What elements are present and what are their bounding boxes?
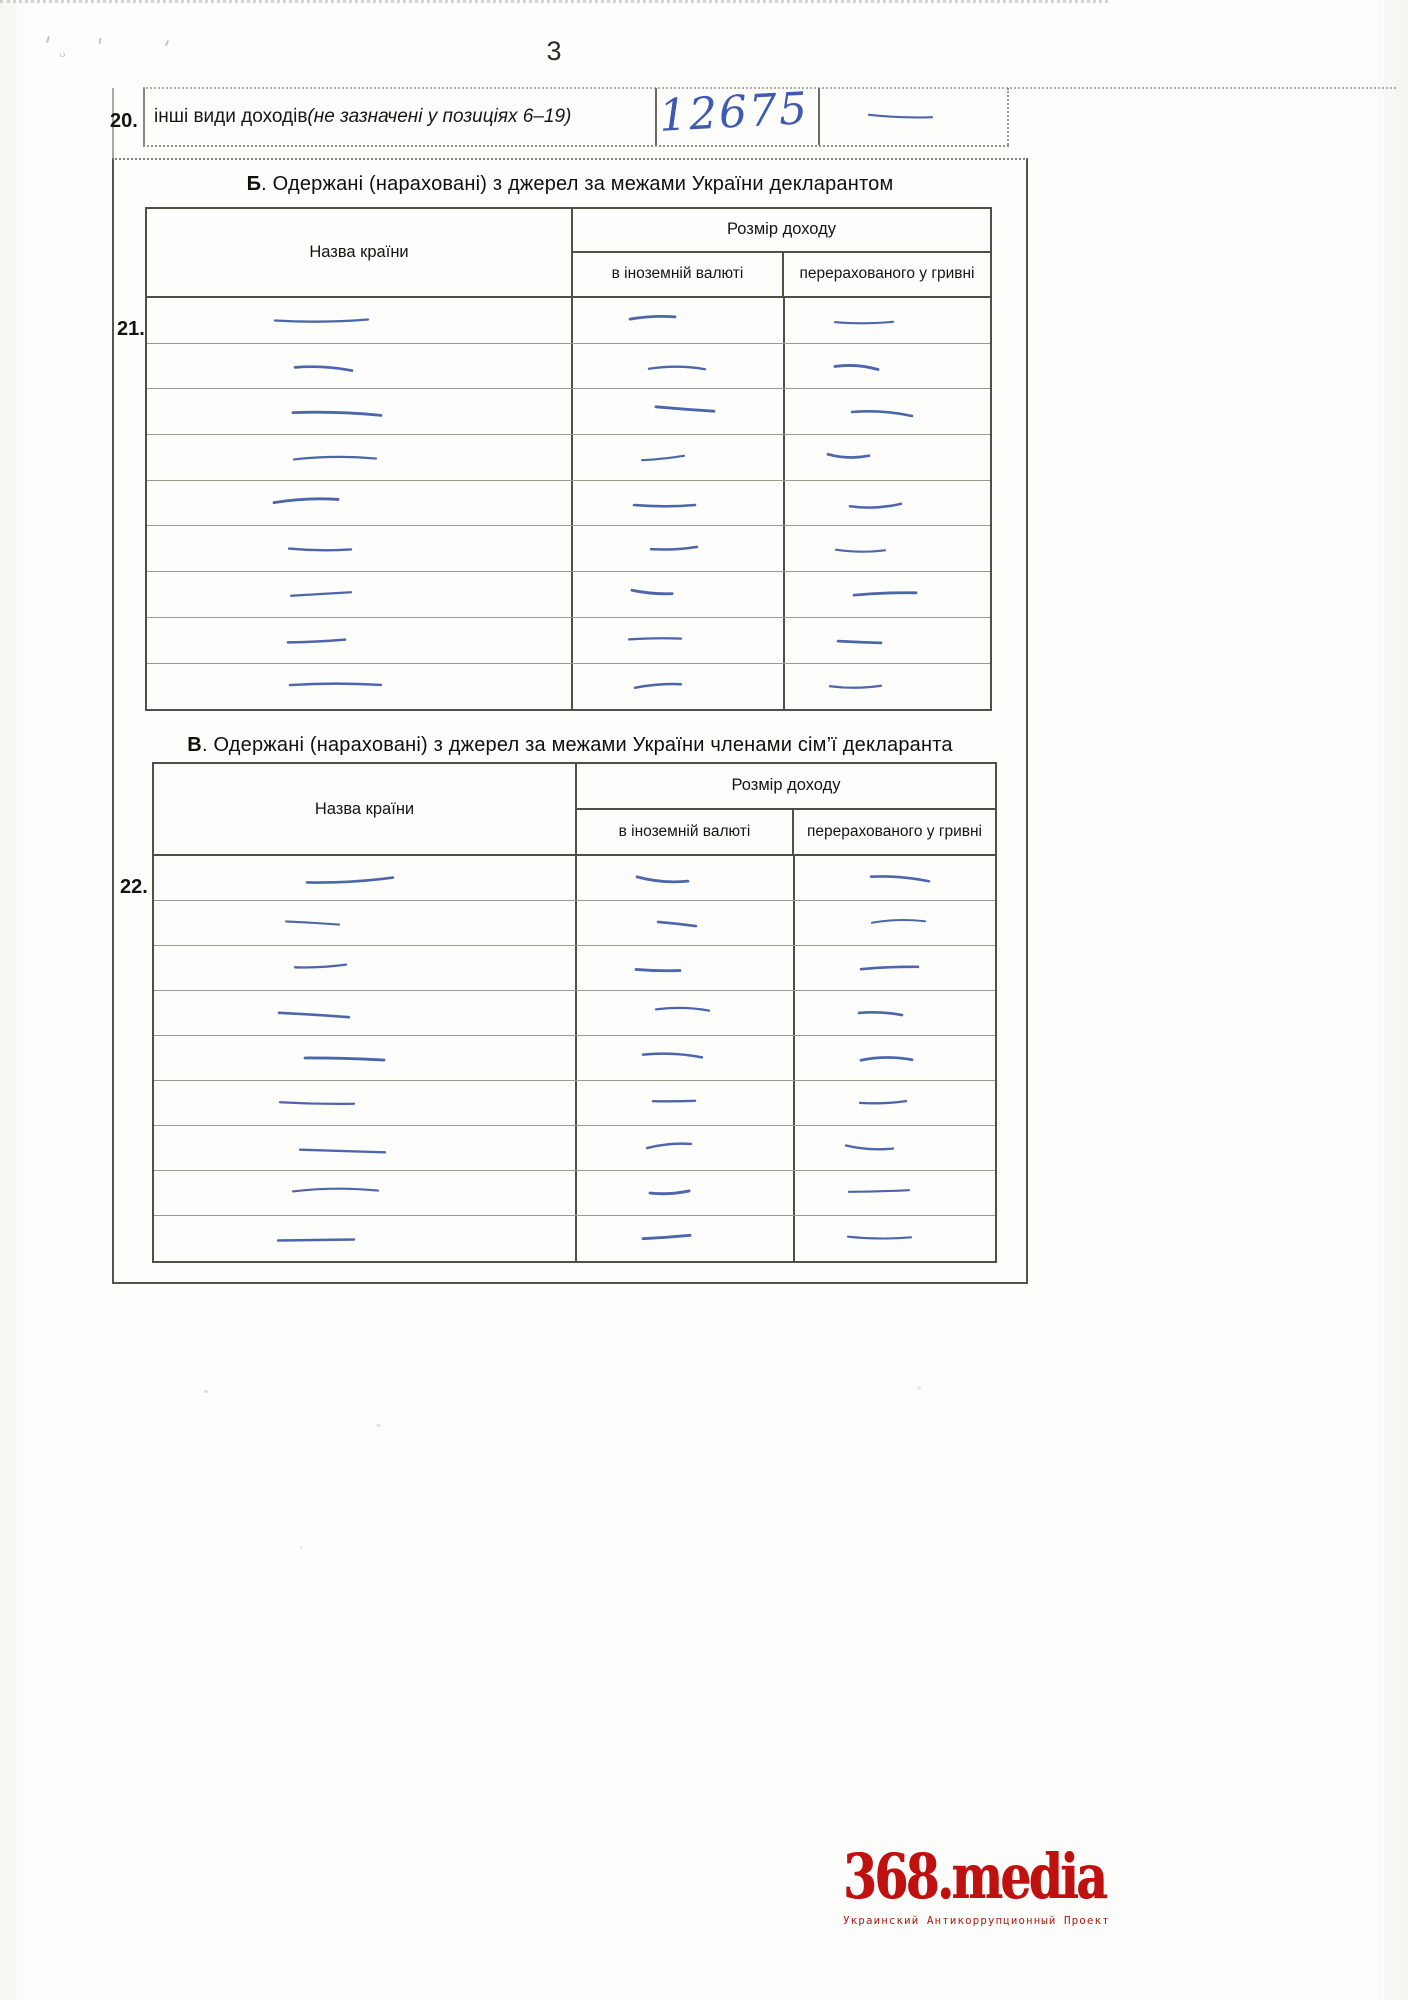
handwritten-dash-stroke [283, 915, 342, 931]
table-row [154, 1216, 995, 1261]
cell-foreign-currency [571, 526, 783, 571]
table-row [154, 946, 995, 991]
cell-country [147, 344, 571, 389]
cell-foreign-currency [571, 481, 783, 526]
cell-converted-hryvnia [793, 1081, 995, 1125]
handwritten-dash [154, 872, 396, 888]
handwritten-dash-stroke [640, 1046, 706, 1064]
cell-country [154, 1216, 575, 1261]
handwritten-dash-stroke [833, 542, 888, 558]
handwritten-dash [785, 447, 872, 463]
cell-country [147, 618, 571, 663]
handwritten-dash [147, 406, 384, 422]
handwritten-dash-stroke [653, 400, 717, 418]
cell-country [154, 1171, 575, 1215]
handwritten-dash [577, 1229, 693, 1245]
cell-country [147, 481, 571, 526]
handwritten-dash-stroke [626, 631, 684, 647]
table-header [147, 209, 990, 298]
handwritten-dash-stroke [825, 447, 872, 463]
section-v-title-text: . Одержані (нараховані) з джерел за межами України членами сім’ї декларанта [201, 734, 953, 756]
handwritten-dash [785, 314, 896, 330]
cell-country [147, 664, 571, 710]
scan-artifact [165, 40, 169, 46]
handwritten-dash [154, 1143, 388, 1159]
table-row [154, 856, 995, 901]
table-row [147, 618, 990, 664]
cell-converted-hryvnia [793, 1171, 995, 1215]
handwritten-dash [795, 1052, 915, 1068]
handwritten-dash [577, 1184, 692, 1200]
cell-foreign-currency [571, 572, 783, 617]
handwritten-dash-stroke [644, 1137, 694, 1154]
cell-converted-hryvnia [783, 618, 990, 663]
handwritten-dash [573, 497, 698, 513]
handwritten-dash [577, 1002, 712, 1018]
cell-converted-hryvnia [793, 991, 995, 1035]
cell-foreign-currency [571, 664, 783, 710]
row-20-income-cell [655, 83, 820, 145]
section-v-title [114, 734, 1026, 757]
handwritten-dash-stroke [292, 360, 355, 378]
handwritten-dash-stroke [868, 869, 933, 887]
handwritten-dash [154, 958, 349, 974]
header-income-subrow [573, 253, 990, 297]
handwritten-dash [573, 584, 675, 600]
handwritten-dash-stroke [653, 1001, 712, 1018]
cell-foreign-currency [571, 389, 783, 434]
handwritten-dash-stroke [634, 870, 691, 887]
handwritten-dash-stroke [304, 870, 396, 889]
cell-foreign-currency [575, 856, 793, 900]
watermark-tagline: Украинский Антикоррупционный Проект [843, 1914, 1110, 1927]
foreign-income-sections-box [112, 158, 1028, 1284]
cell-country [154, 1036, 575, 1080]
table-body [147, 298, 990, 709]
cell-converted-hryvnia [793, 946, 995, 990]
cell-converted-hryvnia [783, 664, 990, 710]
handwritten-dash-stroke [869, 913, 928, 931]
table-row [147, 389, 990, 435]
section-b-letter: Б [246, 173, 262, 195]
cell-country [147, 298, 571, 343]
handwritten-dash-stroke [627, 309, 678, 326]
cell-country [147, 526, 571, 571]
table-row [154, 1171, 995, 1216]
handwritten-dash-stroke [843, 1138, 896, 1154]
handwritten-dash-stroke [287, 676, 384, 694]
header-income-size: Розмір доходу [577, 764, 995, 810]
handwritten-dash [785, 406, 915, 422]
handwritten-dash [577, 871, 691, 887]
table-row [147, 526, 990, 572]
handwritten-dash-stroke [633, 961, 683, 978]
handwritten-dash [147, 586, 354, 602]
handwritten-dash-stroke [866, 107, 935, 123]
handwritten-dash [795, 960, 921, 976]
scan-speck [376, 1424, 381, 1427]
handwritten-dash [154, 1095, 357, 1111]
handwritten-dash-stroke [856, 1006, 905, 1022]
handwritten-dash [795, 1183, 912, 1199]
handwritten-income-value: 12675 [657, 83, 810, 142]
table-row [154, 991, 995, 1036]
handwritten-dash [577, 1138, 694, 1154]
cell-foreign-currency [571, 435, 783, 480]
cell-converted-hryvnia [793, 1126, 995, 1170]
handwritten-dash [577, 1048, 705, 1064]
table-row [147, 435, 990, 481]
handwritten-dash [147, 541, 354, 557]
handwritten-dash-stroke [297, 1141, 388, 1159]
handwritten-dash [573, 450, 687, 466]
handwritten-dash-stroke [288, 586, 354, 603]
handwritten-dash-stroke [646, 360, 708, 378]
handwritten-dash-stroke [846, 1182, 912, 1199]
cell-converted-hryvnia [783, 481, 990, 526]
handwritten-dash [785, 542, 888, 558]
cell-converted-hryvnia [793, 1036, 995, 1080]
scan-artifact [59, 51, 66, 58]
handwritten-dash [573, 310, 678, 326]
handwritten-dash-stroke [858, 1051, 915, 1068]
section-v-table [152, 762, 997, 1263]
handwritten-dash [147, 493, 341, 509]
handwritten-dash [147, 312, 371, 328]
header-foreign-currency: в іноземній валюті [618, 822, 751, 840]
handwritten-dash-stroke [291, 451, 379, 468]
handwritten-dash [147, 677, 384, 693]
handwritten-dash [154, 1007, 352, 1023]
row-20-other-income [143, 83, 1009, 147]
handwritten-dash [577, 916, 699, 932]
cell-converted-hryvnia [783, 572, 990, 617]
cell-foreign-currency [575, 1126, 793, 1170]
handwritten-dash [147, 451, 379, 467]
handwritten-dash [154, 1183, 381, 1199]
cell-converted-hryvnia [783, 526, 990, 571]
cell-country [154, 991, 575, 1035]
handwritten-dash-stroke [275, 1231, 357, 1247]
handwritten-dash-stroke [271, 492, 341, 509]
handwritten-dash [154, 1232, 357, 1248]
handwritten-dash-stroke [832, 314, 896, 330]
section-v-letter: В [187, 734, 202, 756]
header-income-subrow [577, 810, 995, 855]
handwritten-dash-stroke [640, 1228, 693, 1245]
header-country: Назва країни [309, 243, 409, 261]
handwritten-dash [866, 108, 935, 124]
table-row [147, 344, 990, 390]
handwritten-dash [147, 361, 355, 377]
handwritten-dash [795, 1094, 909, 1110]
header-converted-hryvnia: перерахованого у гривні [782, 253, 990, 297]
handwritten-dash [785, 497, 904, 513]
cell-foreign-currency [571, 298, 783, 343]
header-income-group [575, 764, 995, 854]
table-row [154, 1126, 995, 1171]
cell-converted-hryvnia [793, 1216, 995, 1261]
cell-country [147, 435, 571, 480]
header-income-size: Розмір доходу [573, 209, 990, 253]
item-21-number: 21. [117, 318, 145, 340]
handwritten-dash [573, 631, 684, 647]
cell-converted-hryvnia [783, 389, 990, 434]
handwritten-dash-stroke [647, 1184, 692, 1200]
header-country: Назва країни [314, 799, 415, 818]
cell-foreign-currency [575, 1081, 793, 1125]
handwritten-dash [795, 914, 928, 930]
cell-foreign-currency [575, 1036, 793, 1080]
handwritten-dash-stroke [632, 678, 684, 695]
scan-edge-artifact [0, 0, 1108, 3]
cell-foreign-currency [575, 991, 793, 1035]
cell-foreign-currency [575, 946, 793, 990]
handwritten-dash-stroke [851, 585, 919, 603]
cell-country [154, 901, 575, 945]
handwritten-dash-stroke [286, 541, 354, 558]
handwritten-dash-stroke [847, 497, 904, 514]
cell-foreign-currency [575, 1171, 793, 1215]
scan-artifact [98, 38, 101, 44]
cell-converted-hryvnia [793, 901, 995, 945]
handwritten-dash-stroke [827, 678, 884, 695]
cell-converted-hryvnia [793, 856, 995, 900]
scan-speck [300, 1546, 303, 1549]
handwritten-dash-stroke [285, 632, 348, 649]
handwritten-dash [785, 586, 919, 602]
cell-country [147, 572, 571, 617]
cell-country [147, 389, 571, 434]
handwritten-dash-stroke [272, 311, 371, 329]
handwritten-dash-stroke [276, 1006, 352, 1024]
handwritten-dash [785, 678, 884, 694]
handwritten-dash-stroke [857, 1093, 910, 1111]
handwritten-dash-stroke [655, 915, 699, 932]
handwritten-dash [573, 540, 700, 556]
table-body [154, 856, 995, 1261]
handwritten-dash [154, 915, 342, 931]
handwritten-dash-stroke [292, 957, 349, 973]
row-20-label-text: інші види доходів [154, 105, 308, 127]
table-row [147, 481, 990, 527]
table-row [154, 1081, 995, 1126]
table-row [154, 901, 995, 946]
handwritten-dash-stroke [650, 1093, 698, 1110]
handwritten-dash [573, 678, 684, 694]
handwritten-dash-stroke [639, 450, 688, 468]
watermark [843, 1840, 1179, 1927]
handwritten-dash-stroke [835, 633, 884, 650]
handwritten-dash [795, 1006, 905, 1022]
handwritten-dash-stroke [290, 406, 384, 422]
row-20-label-note: (не зазначені у позиціях 6–19) [307, 105, 572, 127]
item-20-number: 20. [110, 110, 138, 132]
handwritten-dash-stroke [290, 1181, 381, 1199]
header-converted-hryvnia: перерахованого у гривні [792, 810, 995, 855]
table-row [147, 664, 990, 710]
cell-foreign-currency [571, 618, 783, 663]
cell-country [154, 1081, 575, 1125]
handwritten-dash [795, 1229, 914, 1245]
item-22-number: 22. [120, 876, 148, 898]
handwritten-dash-stroke [849, 405, 915, 423]
watermark-logo: 368.media [843, 1840, 1106, 1913]
scan-artifact [46, 36, 50, 43]
handwritten-dash-stroke [631, 495, 698, 513]
handwritten-dash-stroke [277, 1095, 357, 1111]
handwritten-dash [573, 401, 717, 417]
header-foreign-currency: в іноземній валюті [611, 265, 744, 283]
scan-speck [917, 1386, 921, 1390]
handwritten-dash [785, 360, 881, 376]
page-number: 3 [546, 36, 562, 66]
handwritten-dash [795, 1139, 896, 1155]
row-20-converted-cell [820, 88, 1009, 145]
cell-converted-hryvnia [783, 435, 990, 480]
table-row [147, 572, 990, 618]
section-b-title [114, 173, 1026, 196]
handwritten-dash-stroke [629, 584, 675, 601]
row-20-label [143, 88, 655, 145]
header-income-group [571, 209, 990, 296]
handwritten-dash-stroke [832, 360, 881, 376]
handwritten-dash-stroke [845, 1229, 914, 1246]
handwritten-dash [577, 962, 683, 978]
cell-country [154, 856, 575, 900]
table-header [154, 764, 995, 856]
cell-country [154, 946, 575, 990]
cell-foreign-currency [571, 344, 783, 389]
section-b-table [145, 207, 992, 711]
handwritten-dash [785, 634, 884, 650]
handwritten-dash-stroke [648, 539, 700, 556]
cell-country [154, 1126, 575, 1170]
cell-foreign-currency [575, 1216, 793, 1261]
cell-converted-hryvnia [783, 344, 990, 389]
scan-speck [204, 1390, 208, 1393]
handwritten-dash-stroke [302, 1050, 387, 1069]
handwritten-dash [795, 871, 932, 887]
table-row [147, 298, 990, 344]
section-b-title-text: . Одержані (нараховані) з джерел за межами України декларантом [261, 173, 894, 195]
handwritten-dash [577, 1093, 698, 1109]
table-row [154, 1036, 995, 1081]
cell-foreign-currency [575, 901, 793, 945]
handwritten-dash-stroke [858, 960, 921, 977]
handwritten-dash [147, 633, 348, 649]
handwritten-dash [573, 361, 708, 377]
handwritten-dash [154, 1051, 387, 1067]
cell-converted-hryvnia [783, 298, 990, 343]
